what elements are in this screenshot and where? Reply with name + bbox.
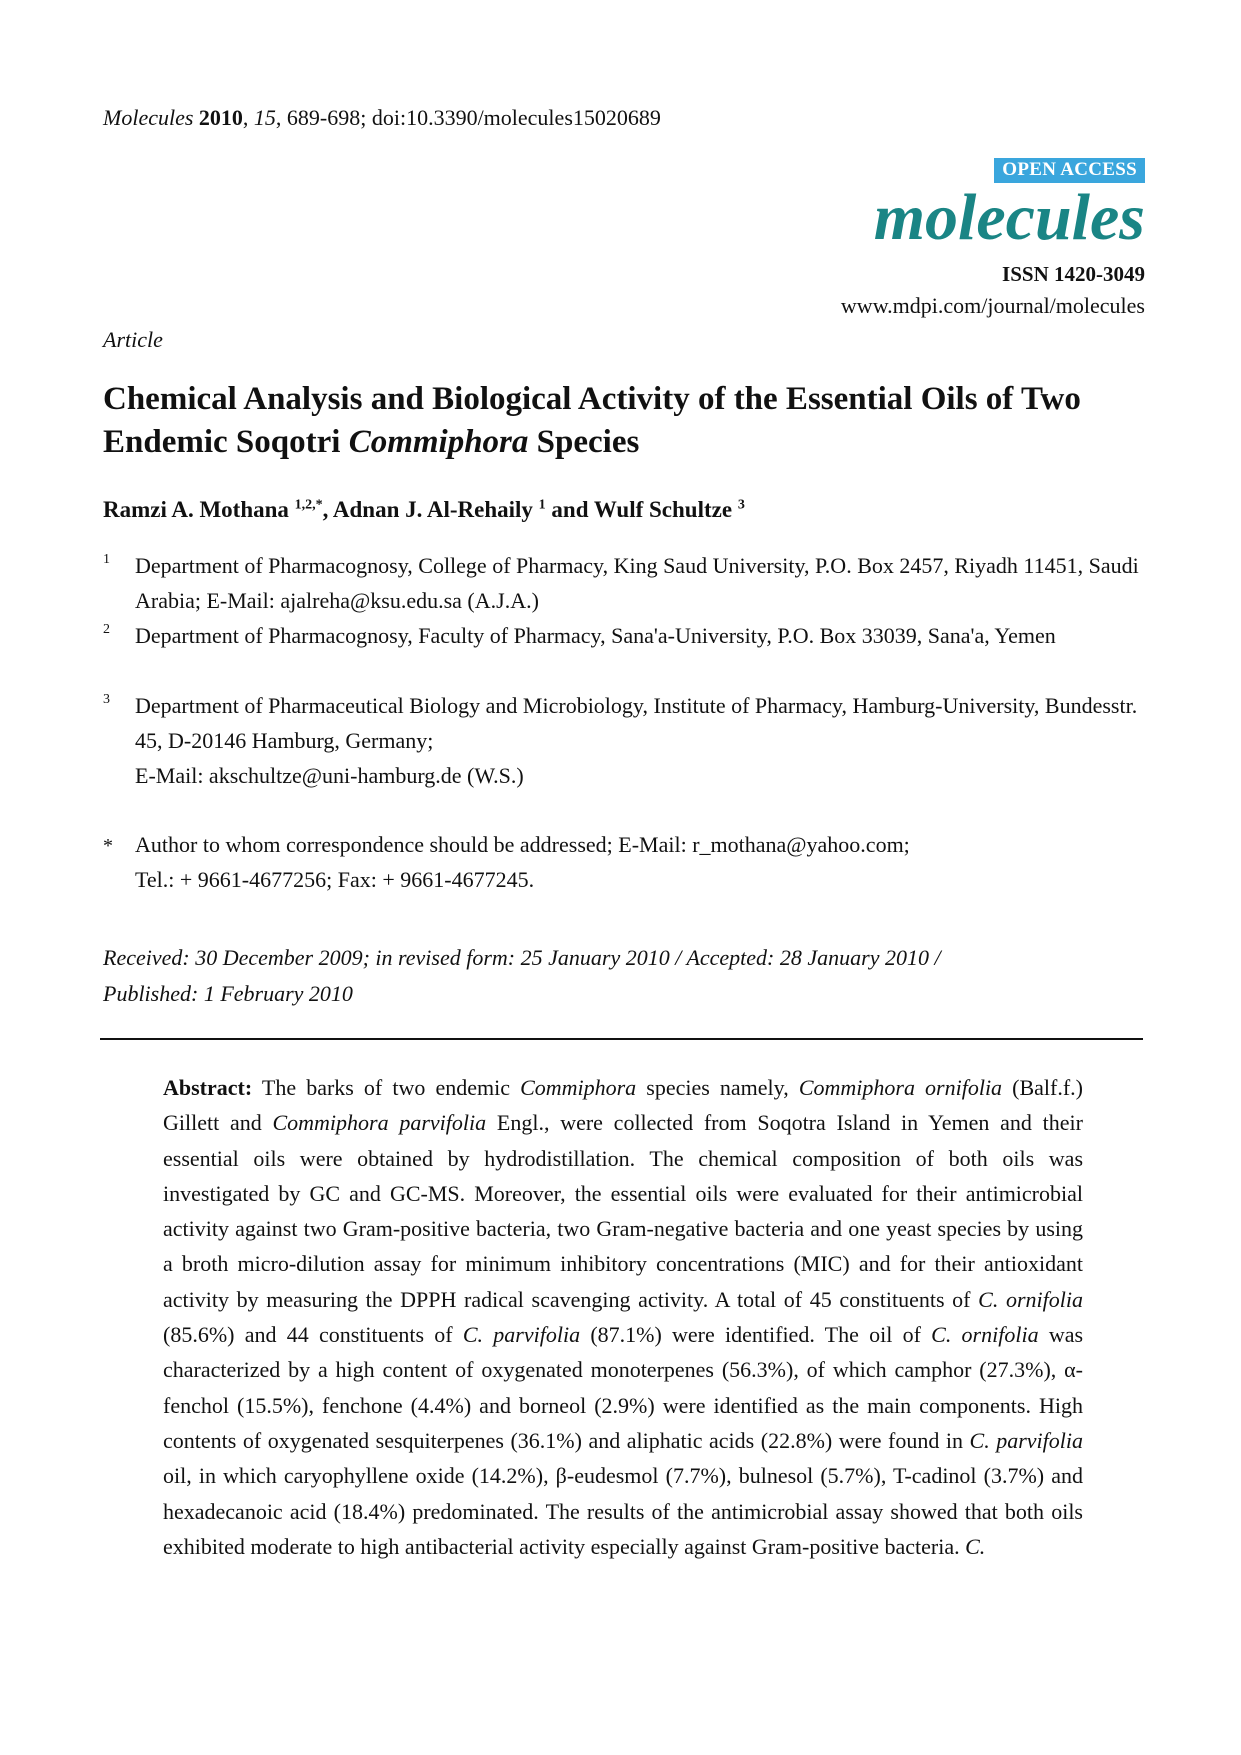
- abstract-text: oil, in which caryophyllene oxide (14.2%), β-eudesmol (7.7%), bulnesol (5.7%), T-cadinol (3.7%) and hexadecanoic acid (18.4%) predominated. The results of the antimicrobial assay showed that both oils exhibited moderate to high antibacterial activity especially against Gram-positive bacteria.: [163, 1463, 1083, 1559]
- correspondence-note: [103, 827, 1143, 897]
- abstract-text: species namely,: [636, 1075, 799, 1100]
- affiliation-number: 3: [103, 692, 110, 707]
- affiliation-text: Department of Pharmacognosy, College of Pharmacy, King Saud University, P.O. Box 2457, Riyadh 11451, Saudi Arabia; E-Mail: ajalreha@ksu.edu.sa (A.J.A.): [135, 553, 1139, 613]
- paper-title: [103, 378, 1143, 464]
- affiliation-1: [103, 548, 1143, 618]
- dates-line-2: Published: 1 February 2010: [103, 981, 353, 1006]
- author-list: [103, 497, 745, 523]
- affiliation-text: Department of Pharmaceutical Biology and Microbiology, Institute of Pharmacy, Hamburg-University, Bundesstr. 45, D-20146 Hamburg, Germany;: [135, 693, 1138, 753]
- affiliation-2: [103, 618, 1143, 653]
- citation-volume: 15: [253, 105, 276, 130]
- divider: [100, 1038, 1143, 1040]
- abstract: [163, 1070, 1083, 1564]
- abstract-label: Abstract:: [163, 1075, 253, 1100]
- citation-pages-doi: , 689-698; doi:10.3390/molecules15020689: [275, 105, 661, 130]
- citation-year: 2010: [198, 105, 243, 130]
- open-access-badge: OPEN ACCESS: [994, 158, 1145, 183]
- citation-line: Molecules 2010, 15, 689-698; doi:10.3390/molecules15020689: [103, 105, 661, 130]
- title-genus: Commiphora: [348, 424, 529, 460]
- abstract-species: C.: [965, 1533, 986, 1559]
- abstract-text: (Balf.f.) Gillett and: [163, 1075, 1084, 1136]
- author-affiliation-mark: 1,2,*: [294, 497, 323, 513]
- author-affiliation-mark: 3: [737, 497, 745, 513]
- abstract-species: C. ornifolia: [931, 1322, 1039, 1348]
- abstract-species: Commiphora parvifolia: [272, 1110, 487, 1136]
- author-name: Wulf Schultze: [593, 497, 733, 522]
- author-separator: ,: [322, 497, 333, 522]
- dates-line-1: Received: 30 December 2009; in revised form: 25 January 2010 / Accepted: 28 January 2010 /: [103, 945, 941, 970]
- citation-journal: Molecules: [103, 105, 194, 130]
- affiliation-number: 1: [103, 552, 110, 567]
- abstract-text: (85.6%) and 44 constituents of: [163, 1322, 463, 1348]
- author-name: Ramzi A. Mothana: [103, 497, 289, 522]
- author-affiliation-mark: 1: [538, 497, 546, 513]
- abstract-text: The barks of two endemic: [252, 1075, 521, 1100]
- article-type: Article: [103, 327, 163, 352]
- abstract-text: was characterized by a high content of oxygenated monoterpenes (56.3%), of which camphor (27.3%), α-fenchol (15.5%), fenchone (4.4%) and borneol (2.9%) were identified as the main components. High contents of oxygenated sesquiterpenes (36.1%) and aliphatic acids (22.8%) were found in: [163, 1322, 1084, 1453]
- issn: ISSN 1420-3049: [1002, 262, 1145, 286]
- affiliation-number: 2: [103, 622, 110, 637]
- abstract-species: C. parvifolia: [969, 1427, 1083, 1453]
- title-text-1: Chemical Analysis and Biological Activity of the Essential Oils of Two Endemic Soqotri: [103, 381, 1081, 460]
- affiliation-email: E-Mail: akschultze@uni-hamburg.de (W.S.): [135, 763, 524, 788]
- abstract-species: C. parvifolia: [462, 1322, 581, 1348]
- author-name: Adnan J. Al-Rehaily: [332, 497, 533, 522]
- abstract-text: (87.1%) were identified. The oil of: [580, 1322, 932, 1348]
- correspondence-line-1: Author to whom correspondence should be addressed; E-Mail: r_mothana@yahoo.com;: [135, 832, 910, 857]
- publication-dates: [103, 940, 1143, 1012]
- abstract-species: Commiphora ornifolia: [798, 1075, 1003, 1100]
- affiliation-text: Department of Pharmacognosy, Faculty of Pharmacy, Sana'a-University, P.O. Box 33039, Sana'a, Yemen: [135, 623, 1056, 648]
- journal-website-link[interactable]: www.mdpi.com/journal/molecules: [840, 293, 1145, 318]
- asterisk-icon: *: [103, 835, 113, 857]
- journal-logo: molecules: [873, 181, 1145, 254]
- author-and: and: [545, 497, 594, 522]
- correspondence-line-2: Tel.: + 9661-4677256; Fax: + 9661-4677245.: [135, 867, 535, 892]
- abstract-species: Commiphora: [520, 1075, 637, 1100]
- abstract-text: Engl., were collected from Soqotra Island in Yemen and their essential oils were obtained by hydrodistillation. The chemical composition of both oils was investigated by GC and GC-MS. Moreover, the essential oils were evaluated for their antimicrobial activity against two Gram-positive bacteria, two Gram-negative bacteria and one yeast species by using a broth micro-dilution assay for minimum inhibitory concentrations (MIC) and for their antioxidant activity by measuring the DPPH radical scavenging activity. A total of 45 constituents of: [163, 1110, 1083, 1312]
- abstract-species: C. ornifolia: [978, 1286, 1084, 1312]
- affiliation-3: [103, 688, 1143, 793]
- title-text-2: Species: [528, 424, 640, 460]
